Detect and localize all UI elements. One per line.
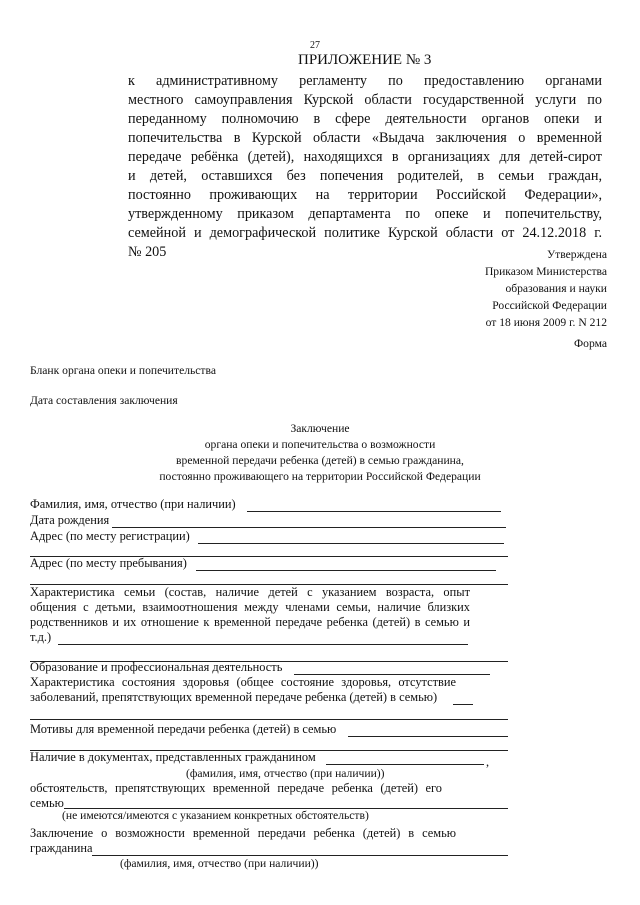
fio-line[interactable] [247, 511, 501, 512]
page-number: 27 [310, 40, 320, 51]
motives-label: Мотивы для временной передачи ребенка (детей) в семью [30, 722, 337, 736]
final-label-1: Заключение о возможности временной передачи ребенка (детей) в семью [30, 826, 456, 840]
family-label-2: общения с детьми, взаимоотношения между членами семьи, наличие близких [30, 600, 470, 614]
approval-line: Утверждена [546, 248, 607, 261]
approval-line: от 18 июня 2009 г. N 212 [485, 316, 607, 329]
approval-line: Приказом Министерства [484, 265, 607, 278]
family-line[interactable] [58, 644, 468, 645]
birth-date-label: Дата рождения [30, 513, 110, 527]
motives-line[interactable] [348, 736, 508, 737]
obstacles-caption: (не имеются/имеются с указанием конкретных обстоятельств) [62, 809, 369, 822]
health-line[interactable] [453, 704, 473, 705]
obstacles-label-2: семью [30, 796, 64, 810]
obstacles-label-1: обстоятельств, препятствующих временной передаче ребенка (детей) его [30, 781, 442, 795]
fio-label: Фамилия, имя, отчество (при наличии) [30, 497, 236, 511]
reg-address-line[interactable] [198, 543, 504, 544]
appendix-line: попечительства в Курской области «Выдача заключения о временной [128, 130, 602, 146]
appendix-line: семейной и демографической политике Курской области от 24.12.2018 г. [128, 225, 602, 241]
stay-address-label: Адрес (по месту пребывания) [30, 556, 187, 570]
family-label-4: т.д.) [30, 630, 52, 644]
docs-label: Наличие в документах, представленных гражданином [30, 750, 316, 764]
appendix-line: и детей, оставшихся без попечения родителей, в семьи граждан, [128, 168, 602, 184]
conclusion-heading [0, 421, 640, 485]
birth-date-line[interactable] [112, 527, 506, 528]
final-caption: (фамилия, имя, отчество (при наличии)) [120, 857, 319, 870]
appendix-line: местного самоуправления Курской области государственной услуги по [128, 92, 602, 108]
health-label-1: Характеристика состояния здоровья (общее состояние здоровья, отсутствие [30, 675, 456, 689]
appendix-line: № 205 [128, 244, 167, 260]
appendix-line: к административному регламенту по предоставлению органами [128, 73, 602, 89]
family-label-3: родственников и их отношение к временной передаче ребенка (детей) в семью и [30, 615, 470, 629]
conclusion-line: органа опеки и попечительства о возможности [204, 438, 436, 451]
approval-block [407, 246, 607, 331]
appendix-line: постоянно проживающих на территории Российской Федерации», [128, 187, 602, 203]
approval-line: образования и науки [505, 282, 607, 295]
approval-line: Российской Федерации [492, 299, 607, 312]
docs-comma: , [486, 755, 490, 769]
appendix-title: ПРИЛОЖЕНИЕ № 3 [298, 52, 432, 68]
appendix-line: утвержденному приказом департамента по опеке и попечительству, [128, 206, 602, 222]
family-label-1: Характеристика семьи (состав, наличие детей с указанием возраста, опыт [30, 585, 470, 599]
health-line-2[interactable] [30, 719, 508, 720]
appendix-text [128, 72, 602, 262]
docs-caption: (фамилия, имя, отчество (при наличии)) [186, 767, 385, 780]
appendix-line: передаче ребёнка (детей), находящихся в организациях для детей-сирот [128, 149, 602, 165]
form-label: Форма [574, 337, 607, 350]
final-label-2: гражданина [30, 841, 93, 855]
docs-line[interactable] [326, 764, 484, 765]
health-label-2: заболеваний, препятствующих временной передаче ребенка (детей) в семью) [30, 690, 438, 704]
blank-label: Бланк органа опеки и попечительства [30, 364, 216, 377]
stay-address-line[interactable] [196, 570, 496, 571]
conclusion-title: Заключение [290, 422, 350, 435]
conclusion-line: временной передачи ребенка (детей) в семью гражданина, [176, 454, 464, 467]
conclusion-line: постоянно проживающего на территории Российской Федерации [159, 470, 481, 483]
reg-address-label: Адрес (по месту регистрации) [30, 529, 190, 543]
appendix-line: переданному полномочию в сфере деятельности органов опеки и [128, 111, 602, 127]
final-line[interactable] [92, 855, 508, 856]
education-label: Образование и профессиональная деятельность [30, 660, 283, 674]
date-label: Дата составления заключения [30, 394, 178, 407]
